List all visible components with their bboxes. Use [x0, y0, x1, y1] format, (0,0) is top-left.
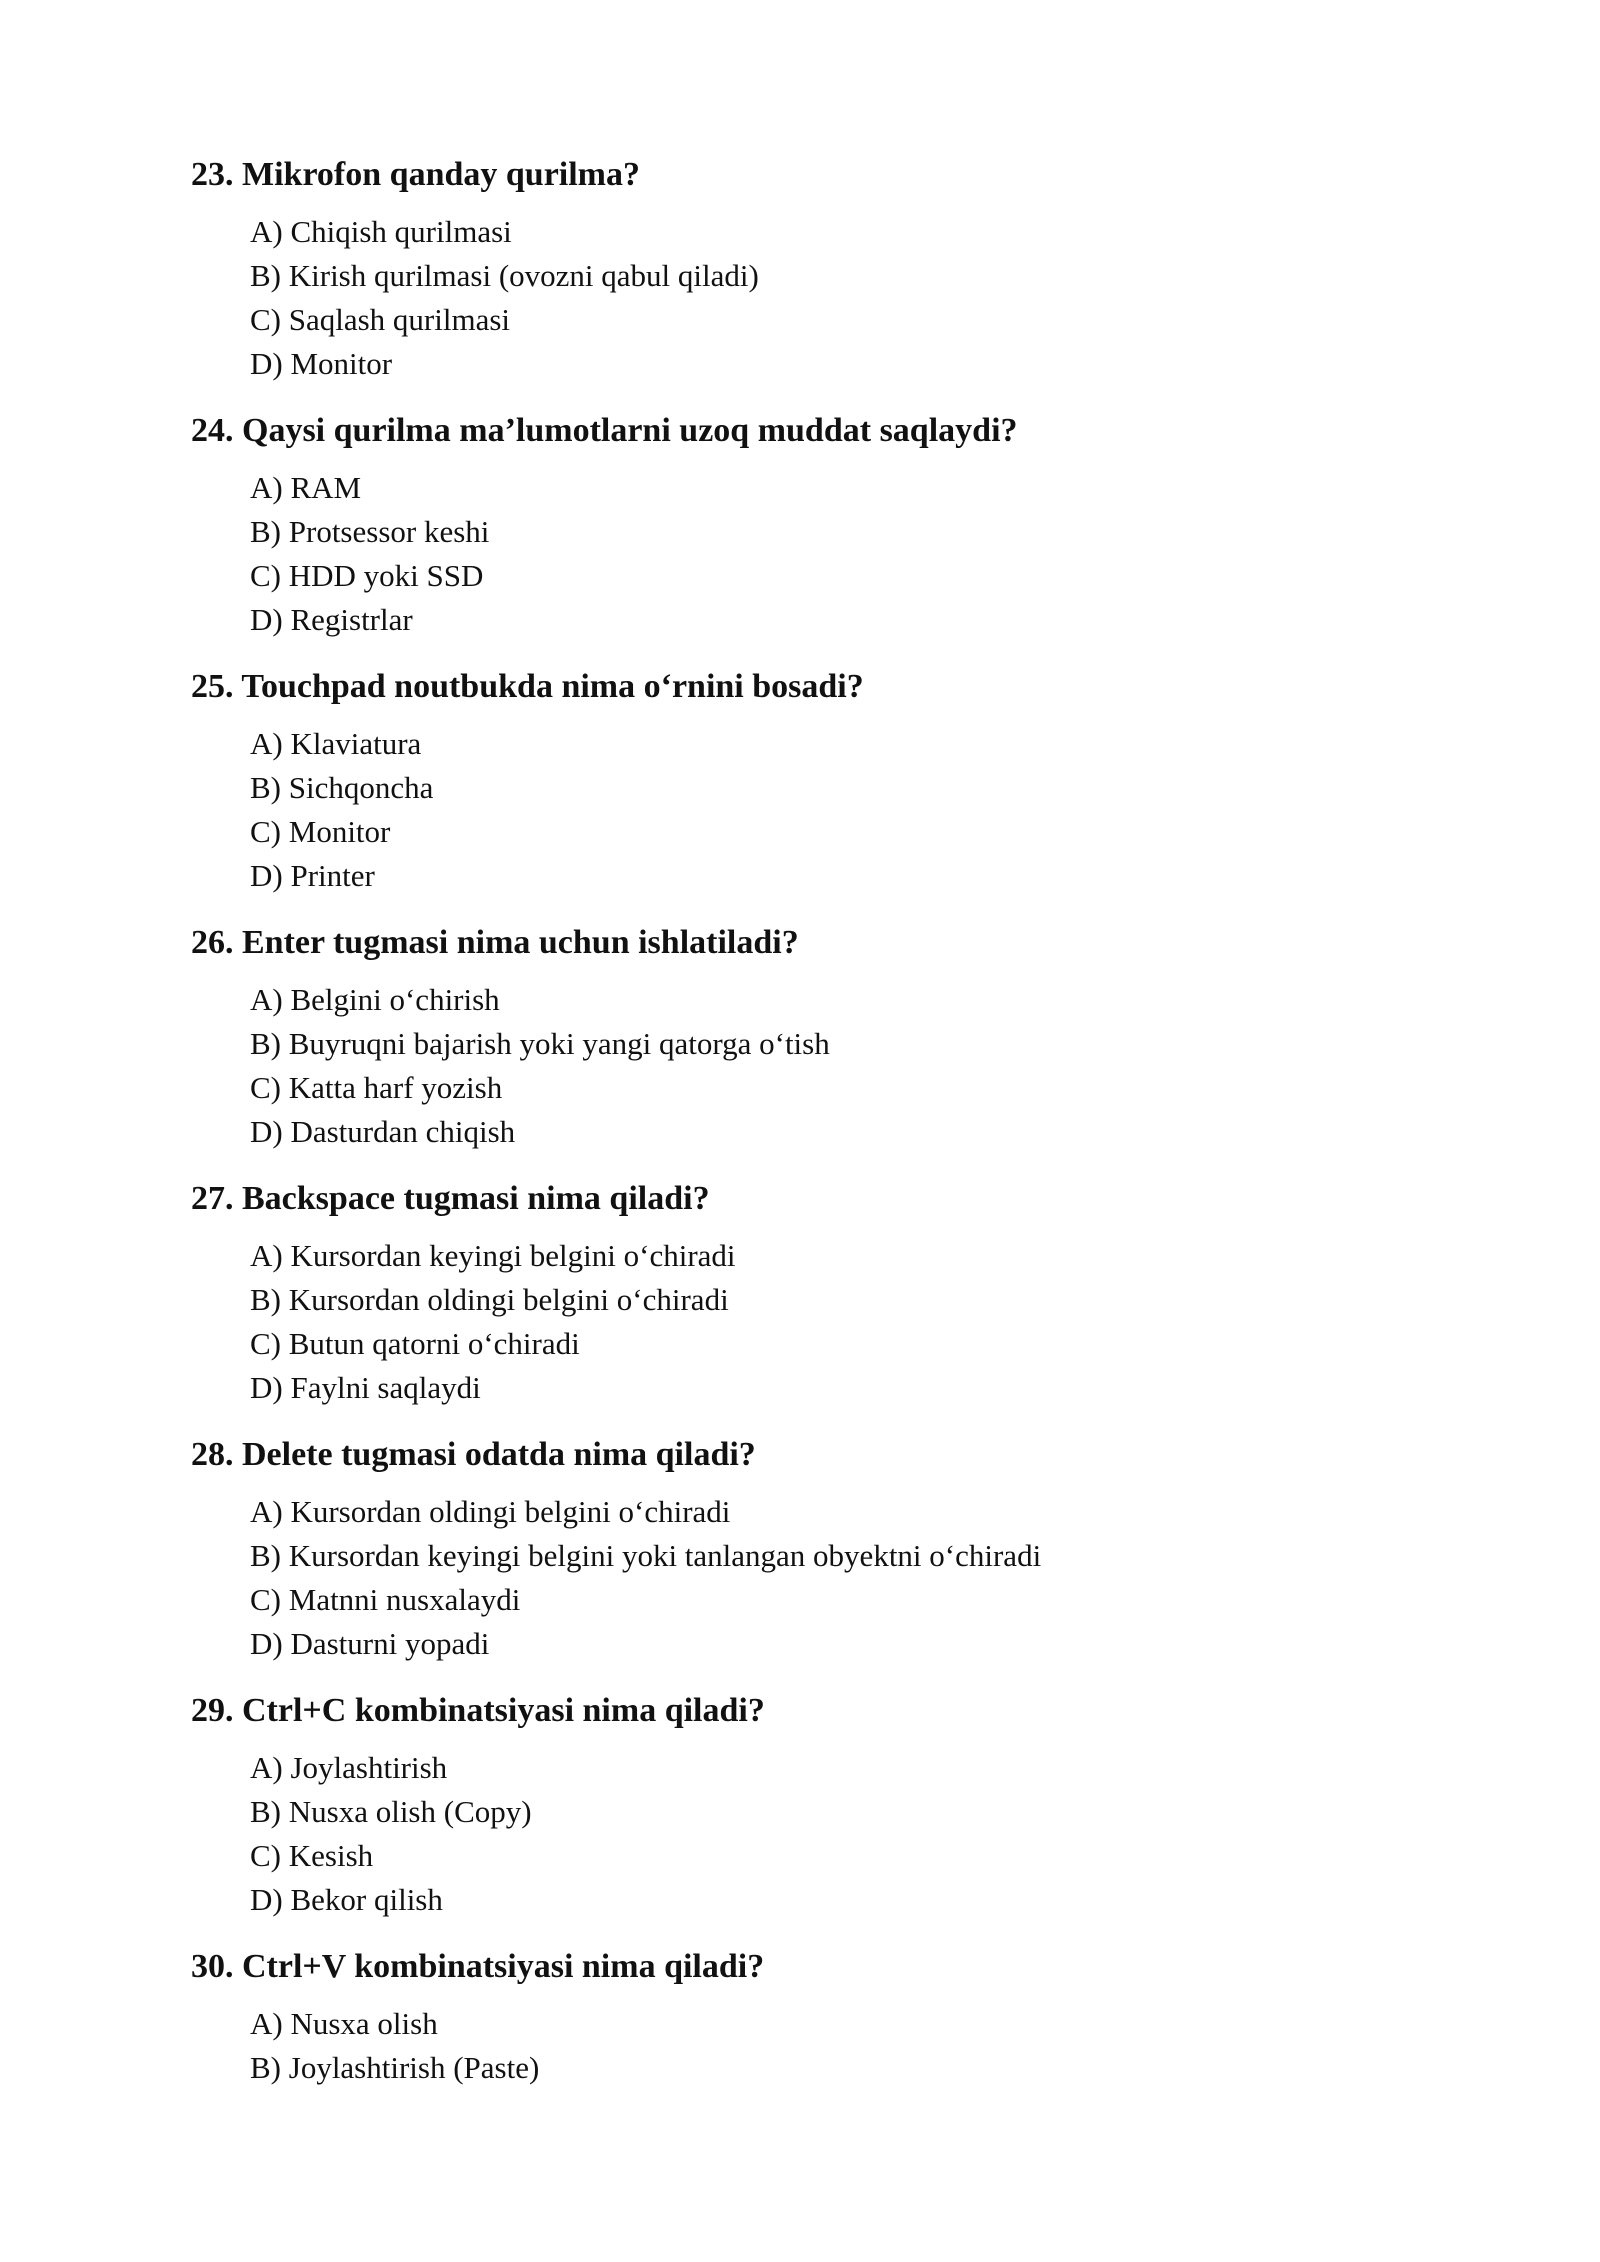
answer-option: A) Joylashtirish: [250, 1750, 448, 1785]
answer-option: D) Faylni saqlaydi: [250, 1370, 481, 1405]
question-title: 25. Touchpad noutbukda nima o‘rnini bosadi?: [191, 668, 864, 705]
question-title: 26. Enter tugmasi nima uchun ishlatiladi?: [191, 924, 799, 961]
answer-option: C) Monitor: [250, 814, 391, 849]
answer-option: B) Nusxa olish (Copy): [250, 1794, 532, 1829]
question-25: [0, 667, 1600, 923]
question-27: [0, 1179, 1600, 1435]
question-title: 30. Ctrl+V kombinatsiyasi nima qiladi?: [191, 1948, 765, 1985]
answer-option: A) Belgini o‘chirish: [250, 982, 500, 1017]
answer-option: D) Monitor: [250, 346, 393, 381]
question-23: [0, 155, 1600, 411]
answer-option: A) Klaviatura: [250, 726, 422, 761]
answer-option: B) Sichqoncha: [250, 770, 434, 805]
answer-options: [250, 978, 830, 1154]
answer-options: [250, 1746, 532, 1922]
question-title: 23. Mikrofon qanday qurilma?: [191, 156, 641, 193]
answer-option: B) Kursordan oldingi belgini o‘chiradi: [250, 1282, 729, 1317]
answer-option: C) Saqlash qurilmasi: [250, 302, 511, 337]
question-29: [0, 1691, 1600, 1947]
answer-option: A) Kursordan oldingi belgini o‘chiradi: [250, 1494, 731, 1529]
answer-option: B) Protsessor keshi: [250, 514, 490, 549]
answer-option: C) Matnni nusxalaydi: [250, 1582, 521, 1617]
answer-option: D) Dasturdan chiqish: [250, 1114, 516, 1149]
question-28: [0, 1435, 1600, 1691]
answer-option: A) Nusxa olish: [250, 2006, 438, 2041]
answer-option: B) Kursordan keyingi belgini yoki tanlangan obyektni o‘chiradi: [250, 1538, 1042, 1573]
answer-option: A) Kursordan keyingi belgini o‘chiradi: [250, 1238, 736, 1273]
answer-options: [250, 1234, 736, 1410]
answer-options: [250, 210, 759, 386]
answer-option: A) Chiqish qurilmasi: [250, 214, 512, 249]
answer-option: D) Printer: [250, 858, 375, 893]
answer-option: D) Registrlar: [250, 602, 413, 637]
answer-option: D) Bekor qilish: [250, 1882, 443, 1917]
question-title: 27. Backspace tugmasi nima qiladi?: [191, 1180, 710, 1217]
answer-options: [250, 466, 489, 642]
answer-option: C) HDD yoki SSD: [250, 558, 484, 593]
answer-options: [250, 1490, 1041, 1666]
answer-option: B) Buyruqni bajarish yoki yangi qatorga o‘tish: [250, 1026, 830, 1061]
answer-option: D) Dasturni yopadi: [250, 1626, 490, 1661]
answer-option: A) RAM: [250, 470, 362, 505]
answer-options: [250, 722, 433, 898]
question-title: 28. Delete tugmasi odatda nima qiladi?: [191, 1436, 756, 1473]
answer-option: B) Kirish qurilmasi (ovozni qabul qiladi): [250, 258, 759, 293]
answer-option: C) Kesish: [250, 1838, 374, 1873]
answer-options: [250, 2002, 539, 2090]
question-30: [0, 1947, 1600, 2203]
question-title: 29. Ctrl+C kombinatsiyasi nima qiladi?: [191, 1692, 765, 1729]
question-title: 24. Qaysi qurilma ma’lumotlarni uzoq muddat saqlaydi?: [191, 412, 1018, 449]
answer-option: C) Butun qatorni o‘chiradi: [250, 1326, 580, 1361]
answer-option: C) Katta harf yozish: [250, 1070, 503, 1105]
answer-option: B) Joylashtirish (Paste): [250, 2050, 540, 2085]
question-26: [0, 923, 1600, 1179]
question-24: [0, 411, 1600, 667]
